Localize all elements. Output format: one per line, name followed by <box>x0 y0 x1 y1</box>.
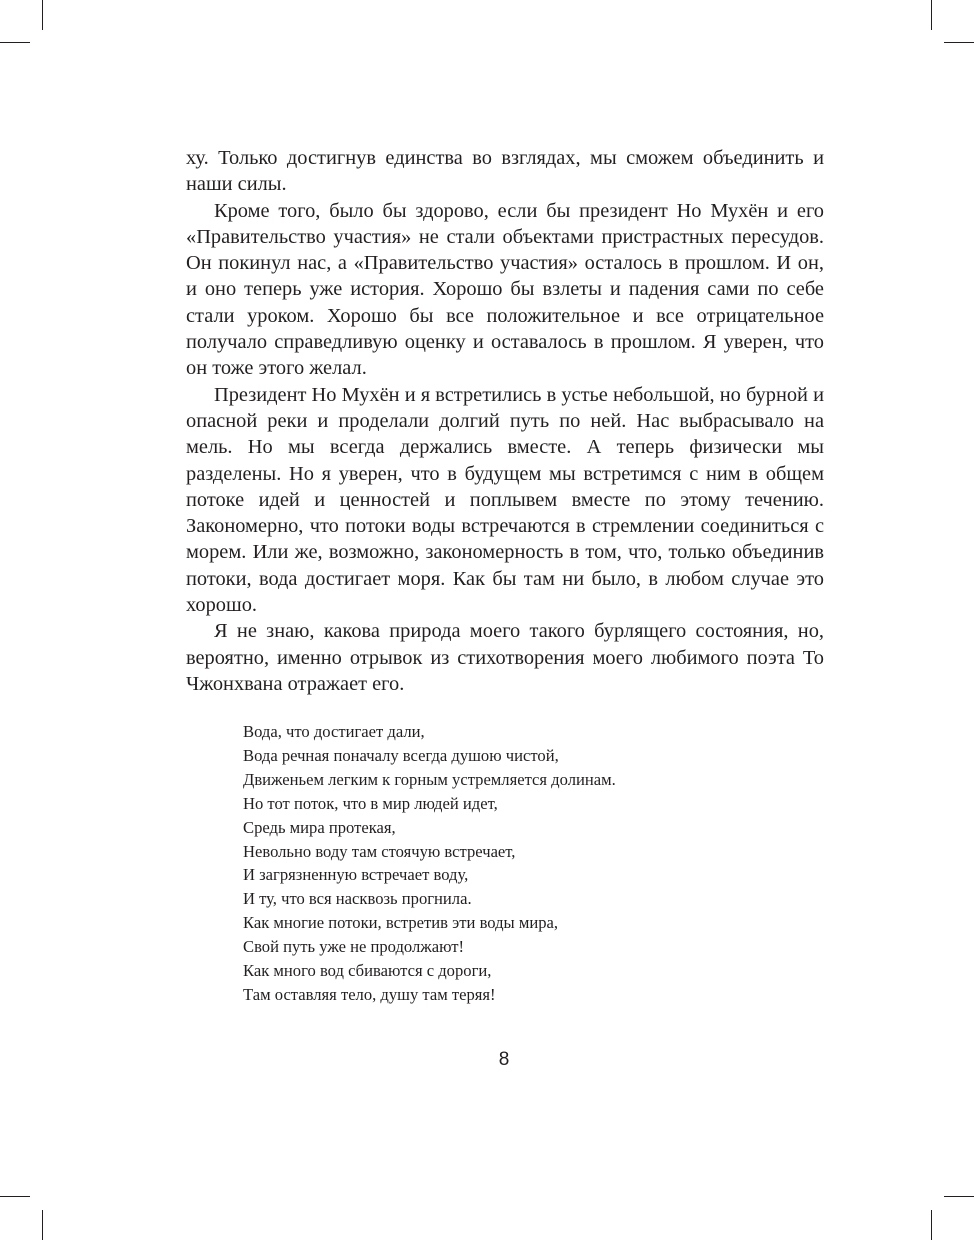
paragraph: Кроме того, было бы здорово, если бы президент Но Мухён и его «Правительство участия» не стали объектами пристрастных пересудов. Он покинул нас, а «Правительство участия» осталось в прошлом. И он, и оно теперь уже история. Хорошо бы взлеты и падения сами по себе стали уроком. Хорошо бы все положительное и все отрицательное получало справедливую оценку и оставалось в прошлом. Я уверен, что он тоже этого желал. <box>186 199 824 380</box>
poem-line: Как много вод сбиваются с дороги, <box>243 961 492 981</box>
poem-line: Как многие потоки, встретив эти воды мира, <box>243 913 559 933</box>
poem-line: Средь мира протекая, <box>243 817 396 837</box>
poem-line: Свой путь уже не продолжают! <box>243 937 465 957</box>
poem-line: Вода речная поначалу всегда душою чистой, <box>243 745 559 765</box>
crop-mark-top-right-horizontal <box>944 42 974 43</box>
paragraph: Президент Но Мухён и я встретились в устье небольшой, но бурной и опасной реки и проделали долгий путь по ней. Нас выбрасывало на мель. Но мы всегда держались вместе. А теперь физически мы разделены. Но я уверен, что в будущем мы встретимся с ним в общем потоке идей и ценностей и поплывем вместе по этому течению. Закономерно, что потоки воды встречаются в стремлении соединиться с морем. Или же, возможно, закономерность в том, что, только объединив потоки, вода достигает моря. Как бы там ни было, в любом случае это хорошо. <box>186 383 824 617</box>
page-number: 8 <box>498 1049 510 1070</box>
poem-line: И загрязненную встречает воду, <box>243 865 469 885</box>
poem-excerpt <box>243 720 803 1007</box>
poem-line: Там оставляя тело, душу там теряя! <box>243 984 496 1004</box>
crop-mark-bottom-left-vertical <box>42 1210 43 1240</box>
paragraph: Я не знаю, какова природа моего такого бурлящего состояния, но, вероятно, именно отрывок из стихотворения моего любимого поэта То Чжонхвана отражает его. <box>186 620 824 695</box>
crop-mark-bottom-right-horizontal <box>944 1196 974 1197</box>
poem-line: Но тот поток, что в мир людей идет, <box>243 793 498 813</box>
poem-line: И ту, что вся насквозь прогнила. <box>243 889 472 909</box>
paragraph-continuation: ху. Только достигнув единства во взглядах, мы сможем объединить и наши силы. <box>186 147 824 196</box>
poem-line: Вода, что достигает дали, <box>243 722 425 741</box>
crop-mark-bottom-right-vertical <box>931 1210 932 1240</box>
crop-mark-top-left-horizontal <box>0 42 30 43</box>
poem-line: Невольно воду там стоячую встречает, <box>243 841 516 861</box>
crop-mark-top-right-vertical <box>931 0 932 30</box>
body-text <box>186 145 824 697</box>
crop-mark-bottom-left-horizontal <box>0 1196 30 1197</box>
crop-mark-top-left-vertical <box>42 0 43 30</box>
poem-line: Движеньем легким к горным устремляется долинам. <box>243 769 616 789</box>
